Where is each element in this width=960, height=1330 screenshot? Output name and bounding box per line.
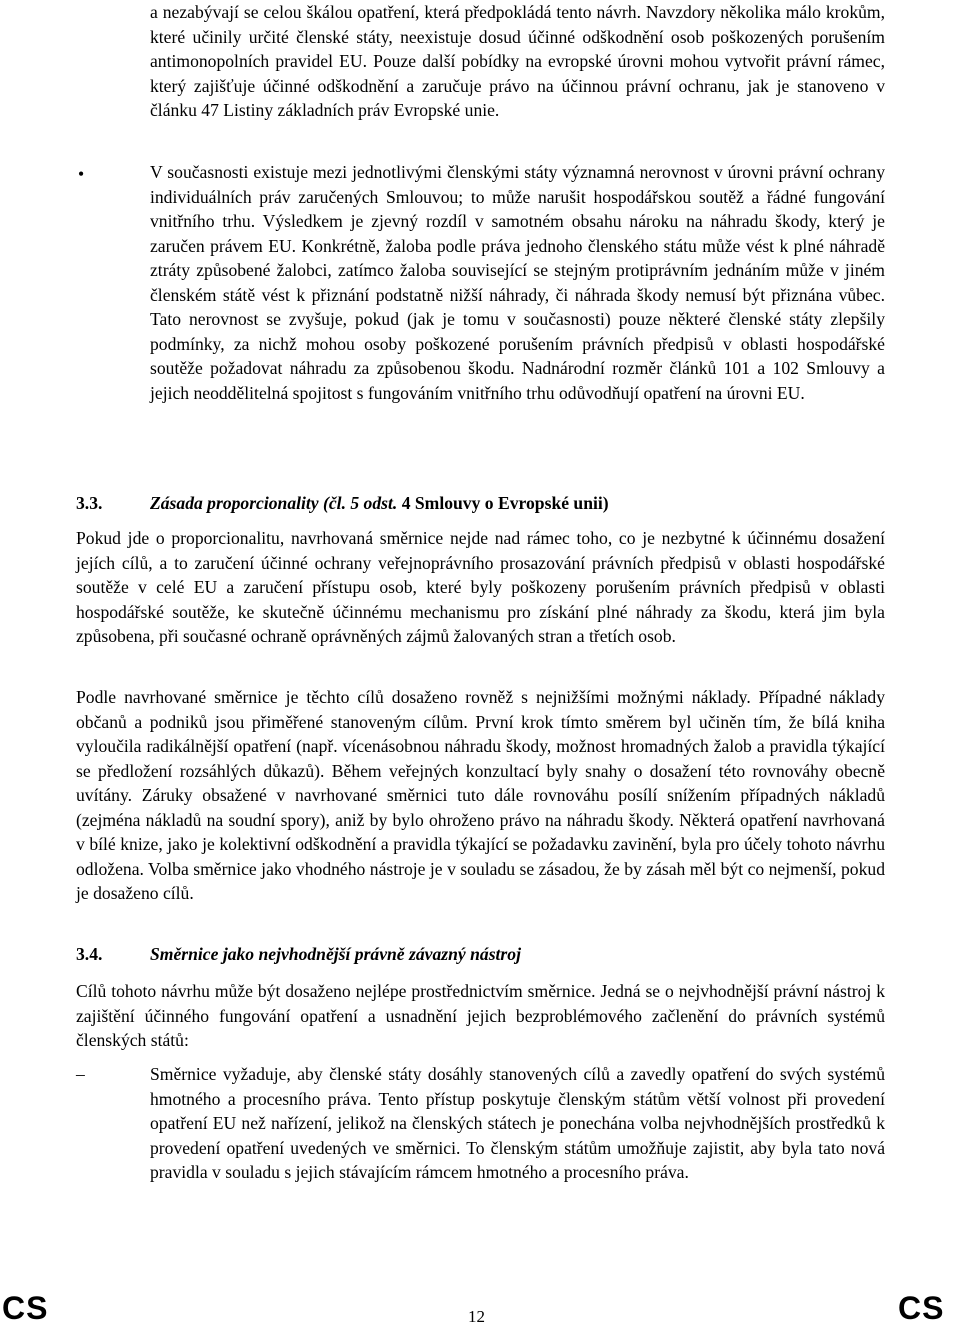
footer-language-right: CS	[898, 1290, 945, 1326]
section-number: 3.3.	[76, 493, 103, 513]
paragraph-proportionality-1: Pokud jde o proporcionalitu, navrhovaná směrnice nejde nad rámec toho, co je nezbytné k účinnému dosažení jejích cílů, a to zaručení účinné ochrany veřejnoprávního prosazování právních předpisů v oblasti hospodářské soutěže v celé EU a zaručení přístupu osob, které byly poškozeny porušením právních předpisů v oblasti hospodářské soutěže, ke skutečně účinnému mechanismu pro získání plné náhrady za škodu, která jim byla způsobena, při současné ochraně oprávněných zájmů žalovaných stran a třetích osob.	[76, 528, 885, 646]
paragraph-proportionality-2: Podle navrhované směrnice je těchto cílů dosaženo rovněž s nejnižšími možnými náklady. Případné náklady občanů a podniků jsou přiměřené stanoveným cílům. První krok tímto směrem byl učiněn tím, že bílá kniha vyloučila radikálnější opatření (např. vícenásobnou náhradu škody, možnost hromadných žalob a pravidla týkající se předložení rozsáhlých důkazů). Během veřejných konzultací byly snahy o dosažení této rovnováhy obecně uvítány. Záruky obsažené v navrhované směrnici tuto dále rovnováhu posílí snížením případných nákladů (zejména nákladů na soudní spory), aniž by bylo ohroženo právo na náhradu škody. Některá opatření navrhovaná v bílé knize, jako je kolektivní odškodnění a pravidla týkající se požadavku zavinění, byla pro účely tohoto návrhu odložena. Volba směrnice jako vhodného nástroje je v souladu se zásadou, že by zásah měl být co nejmenší, pokud je dosaženo cílů.	[76, 687, 885, 903]
footer-page-number: 12	[468, 1307, 485, 1326]
dash-item-text: Směrnice vyžaduje, aby členské státy dosáhly stanovených cílů a zavedly opatření do svých systémů hmotného a procesního práva. Tento přístup poskytuje členským státům větší volnost při provedení opatření EU než nařízení, jelikož na členských státech je ponechána volba nejvhodnějších prostředků k provedení opatření uvedených ve směrnici. To členským státům umožňuje zajistit, aby byla tato nová pravidla v souladu s jejich stávajícím rámcem hmotného a procesního práva.	[150, 1064, 885, 1182]
bullet-text: V současnosti existuje mezi jednotlivými členskými státy významná nerovnost v úrovni právní ochrany individuálních práv zaručených Smlouvou; to může narušit hospodářskou soutěž a řádné fungování vnitřního trhu. Výsledkem je zjevný rozdíl v samotném obsahu nároku na náhradu škody, který je zaručen právem EU. Konkrétně, žaloba podle práva jednoho členského státu může vést k plné náhradě ztráty způsobené žalobci, zatímco žaloba související se stejným protiprávním jednáním může v jiném členském státě vést k přiznání podstatně nižší náhrady, či náhrada škody nemusí být přiznána vůbec. Tato nerovnost se zvyšuje, pokud (jak je tomu v současnosti) pouze některé členské státy zlepšily podmínky, za nichž mohou osoby poškozené porušením právních předpisů v oblasti hospodářské soutěže požadovat náhradu za způsobenou škodu. Nadnárodní rozměr článků 101 a 102 Smlouvy a jejich neoddělitelná spojitost s fungováním vnitřního trhu odůvodňují opatření na úrovni EU.	[150, 162, 885, 403]
footer-language-left: CS	[2, 1290, 49, 1326]
bullet-marker: •	[78, 164, 85, 184]
continuation-paragraph: a nezabývají se celou škálou opatření, která předpokládá tento návrh. Navzdory několika málo krokům, které učinily určité členské státy, neexistuje dosud účinné odškodnění osob poškozených porušením antimonopolních pravidel EU. Pouze další pobídky na evropské úrovni mohou vytvořit právní rámec, který zajišťuje účinné odškodnění a zaručuje právo na účinnou právní ochranu, jak je stanoveno v článku 47 Listiny základních práv Evropské unie.	[150, 2, 885, 120]
paragraph-directive-intro: Cílů tohoto návrhu může být dosaženo nejlépe prostřednictvím směrnice. Jedná se o nejvhodnější právní nástroj k zajištění účinného fungování opatření a usnadnění jejich bezproblémového začlenění do právních systémů členských států:	[76, 981, 885, 1050]
dash-marker: –	[76, 1064, 85, 1084]
section-number: 3.4.	[76, 944, 103, 964]
section-title-italic: Zásada proporcionality (čl. 5 odst.	[150, 493, 398, 513]
section-title: Směrnice jako nejvhodnější právně závazný nástroj	[150, 944, 521, 964]
section-title	[150, 491, 609, 515]
section-title-rest: 4 Smlouvy o Evropské unii)	[397, 493, 609, 513]
